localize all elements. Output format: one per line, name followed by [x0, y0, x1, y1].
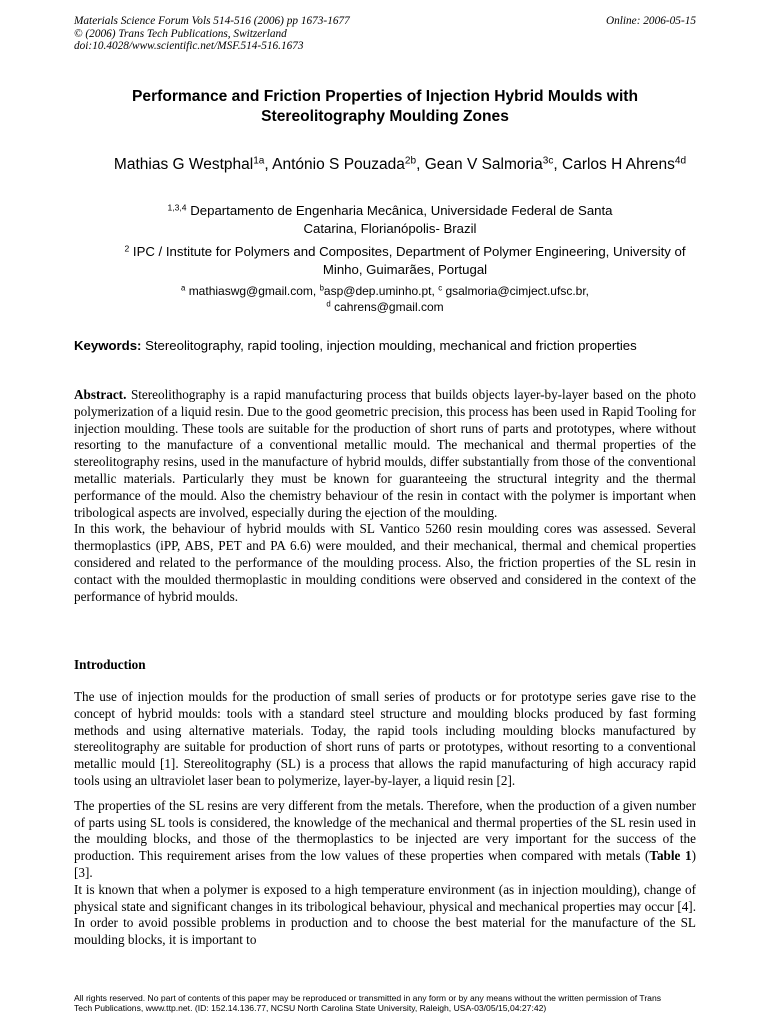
table-reference[interactable]: Table 1 — [649, 848, 692, 864]
email-address[interactable]: mathiaswg@gmail.com, — [188, 284, 320, 298]
affiliation-1 — [140, 202, 640, 237]
email-mark: c — [438, 283, 443, 293]
author-list — [100, 155, 700, 175]
journal-header — [74, 15, 696, 53]
affiliation-mark: 2 — [124, 243, 130, 254]
email-address[interactable]: asp@dep.uminho.pt, — [323, 284, 439, 298]
online-date: Online: 2006-05-15 — [605, 15, 696, 27]
introduction-body — [74, 689, 696, 949]
intro-paragraph-3: It is known that when a polymer is exposed to a high temperature environment (as in injection moulding), change of physical state and significant changes in its tribological behaviour, physical and mechanical properties may occur [4]. In order to avoid possible problems in production and to choose the best material for the manufacture of the SL moulding blocks, it is important to — [74, 881, 696, 948]
author-separator: , — [416, 156, 425, 173]
intro-paragraph-2-text: The properties of the SL resins are very different from the metals. Therefore, when the production of a given number of parts using SL tools is considered, the knowledge of the mechanical and thermal properties of the SL resin used in the moulding blocks, and those of the thermoplastics to be injected are very important for the success of the production. This requirement arises from the low values of these properties when compared with metals ( — [74, 797, 696, 864]
abstract-paragraph-1 — [74, 387, 696, 521]
title-line-1: Performance and Friction Properties of Injection Hybrid Moulds with — [132, 88, 638, 105]
keywords-label: Keywords: — [74, 338, 142, 353]
email-mark: a — [181, 283, 186, 293]
email-mark: d — [326, 299, 331, 309]
affiliation-text: Departamento de Engenharia Mecânica, Universidade Federal de Santa Catarina, Florianópolis- Brazil — [190, 203, 613, 236]
author-name: Gean V Salmoria — [424, 156, 543, 173]
intro-paragraph-1: The use of injection moulds for the production of small series of products or for prototype series gave rise to the concept of hybrid moulds: tools with a standard steel structure and moulding blocks produced by fast forming methods and using alternative materials. Today, the rapid tools including moulding blocks manufactured by stereolitography are suitable for production of short runs of parts or prototypes, without resorting to a conventional metallic mould [1]. Stereolitography (SL) is a process that allows the rapid manufacturing of high accuracy rapid tools using an ultraviolet laser bean to polymerize, layer-by-layer, a liquid resin [2]. — [74, 689, 696, 788]
email-list — [74, 283, 696, 315]
email-mark: b — [319, 283, 324, 293]
email-address[interactable]: gsalmoria@cimject.ufsc.br, — [445, 284, 589, 298]
affiliation-text: IPC / Institute for Polymers and Composites, Department of Polymer Engineering, University of Minho, Guimarães, Portugal — [132, 244, 686, 277]
author-separator: , — [553, 156, 563, 173]
paper-title — [74, 87, 696, 127]
author-affil-mark: 4d — [674, 155, 687, 167]
affiliation-2 — [110, 243, 700, 278]
footer-line-2: Tech Publications, www.ttp.net. (ID: 152.14.136.77, NCSU North Carolina State University, Raleigh, USA-03/05/15,04:27:42) — [74, 1003, 547, 1013]
keywords-text: Stereolitography, rapid tooling, injection moulding, mechanical and friction properties — [145, 338, 637, 353]
affiliation-mark: 1,3,4 — [167, 202, 187, 213]
doi-line: doi:10.4028/www.scientific.net/MSF.514-516.1673 — [74, 40, 304, 53]
footer-line-1: All rights reserved. No part of contents of this paper may be reproduced or transmitted in any form or by any means without the written permission of Trans — [74, 993, 662, 1003]
abstract-block — [74, 387, 696, 605]
author-separator: , — [264, 156, 273, 173]
author-affil-mark: 1a — [253, 155, 265, 167]
author-name: Carlos H Ahrens — [562, 156, 675, 173]
keywords-block — [74, 337, 696, 354]
copyright-footer — [74, 993, 704, 1013]
title-line-2: Stereolitography Moulding Zones — [261, 108, 509, 125]
journal-citation: Materials Science Forum Vols 514-516 (2006) pp 1673-1677 — [74, 15, 350, 27]
author-name: António S Pouzada — [272, 156, 405, 173]
introduction-heading: Introduction — [74, 657, 146, 672]
abstract-label: Abstract. — [74, 387, 127, 402]
intro-paragraph-2 — [74, 798, 696, 882]
abstract-text-1: Stereolithography is a rapid manufacturing process that builds objects layer-by-layer based on the photo polymerization of a liquid resin. Due to the good geometric precision, this process has been used in Rapid Tooling for injection moulding. These tools are suitable for the production of short runs of parts and prototypes, where without resorting to the manufacture of a conventional metallic mould. The mechanical and thermal properties of the stereolitography resins, used in the manufacture of hybrid moulds, differ substantially from those of the conventional metallic materials. Particularly they must be known for guaranteeing the structural integrity and the thermal performance of the mould. Also the chemistry behaviour of the resin in contact with the polymer is important when tribological aspects are involved, especially during the ejection of the moulding. — [74, 387, 696, 520]
abstract-paragraph-2: In this work, the behaviour of hybrid moulds with SL Vantico 5260 resin moulding cores was assessed. Several thermoplastics (iPP, ABS, PET and PA 6.6) were moulded, and their mechanical, thermal and chemical properties considered and related to the performance of the moulding process. Also, the friction properties of the SL resin in contact with the moulded thermoplastic in moulding conditions were observed and considered in the context of the performance of hybrid moulds. — [74, 521, 696, 604]
copyright-line: © (2006) Trans Tech Publications, Switzerland — [74, 27, 287, 40]
email-address[interactable]: cahrens@gmail.com — [334, 300, 444, 314]
author-affil-mark: 2b — [404, 155, 417, 167]
author-affil-mark: 3c — [542, 155, 554, 167]
intro-paragraph-2-end: ) [3]. — [74, 848, 696, 880]
author-name: Mathias G Westphal — [113, 156, 254, 173]
